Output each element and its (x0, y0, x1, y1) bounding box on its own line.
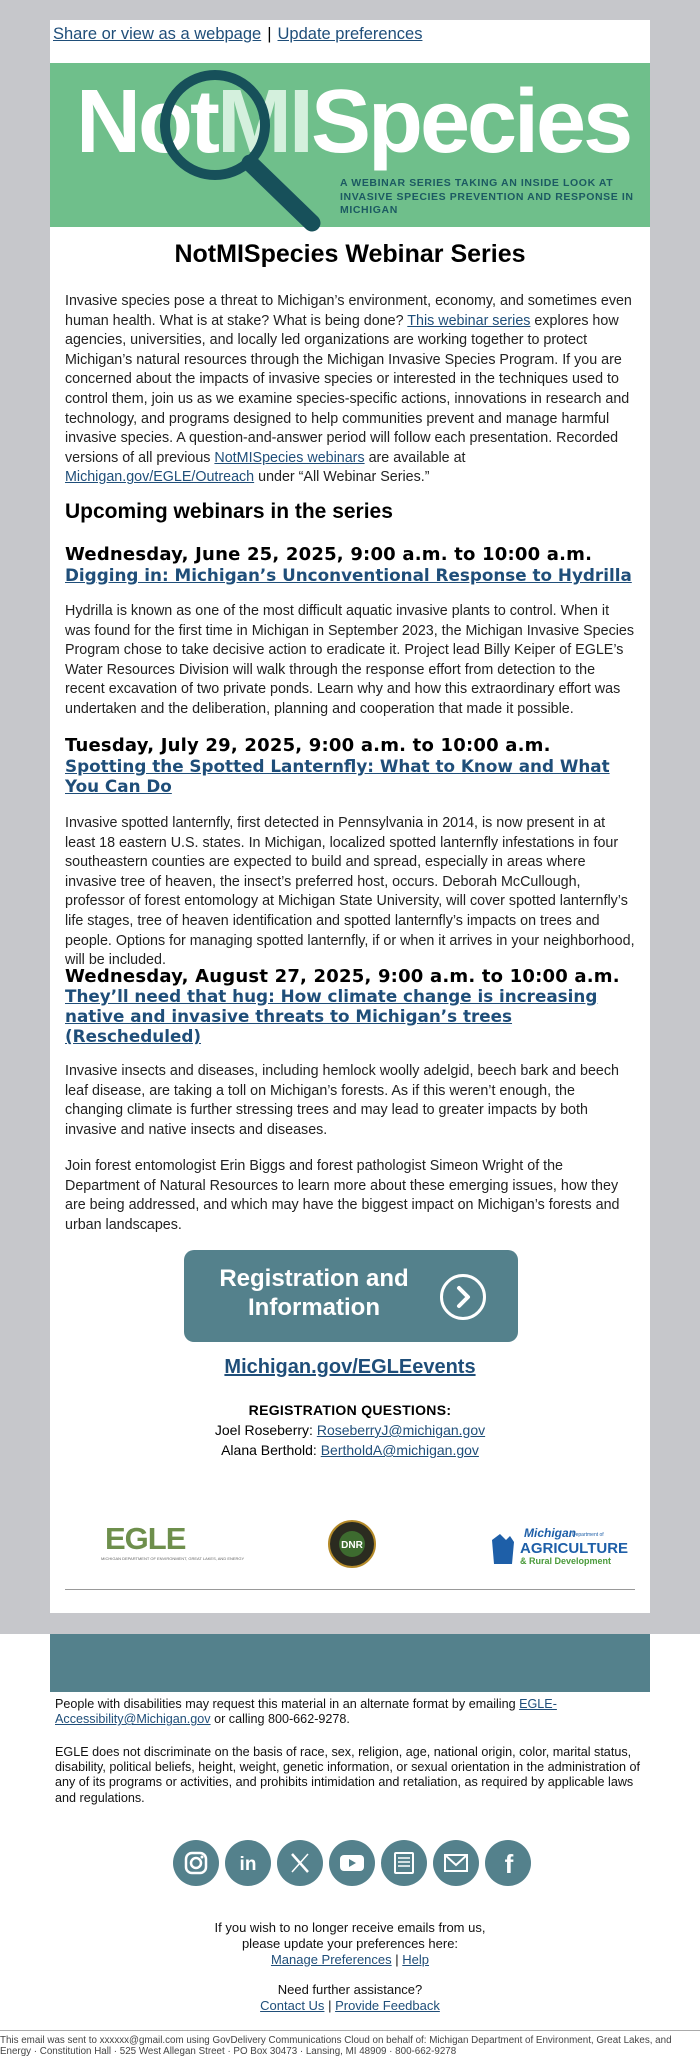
unsubscribe-line: If you wish to no longer receive emails from us, (214, 1920, 486, 1935)
provide-feedback-link[interactable]: Provide Feedback (335, 1998, 440, 2013)
youtube-icon[interactable] (329, 1840, 375, 1886)
egle-logo (101, 1518, 245, 1566)
svg-text:f: f (504, 1849, 514, 1879)
svg-text:in: in (239, 1854, 257, 1875)
linkedin-icon[interactable] (225, 1840, 271, 1886)
svg-text:Michigan: Michigan (524, 1526, 577, 1540)
webinar-date: Wednesday, June 25, 2025, 9:00 a.m. to 10:00 a.m. (65, 544, 593, 565)
upcoming-heading: Upcoming webinars in the series (65, 500, 393, 523)
instagram-icon[interactable] (173, 1840, 219, 1886)
manage-preferences-link[interactable]: Manage Preferences (270, 1952, 392, 1967)
update-preferences-link[interactable]: Update preferences (277, 25, 423, 43)
contact-us-link[interactable]: Contact Us (260, 1998, 325, 2013)
registration-questions-heading: REGISTRATION QUESTIONS: (248, 1402, 452, 1418)
svg-text:& Rural Development: & Rural Development (520, 1556, 612, 1566)
svg-text:Department of: Department of (572, 1532, 604, 1538)
footer-bar (50, 1634, 650, 1692)
webinar-title (65, 986, 645, 1046)
x-icon[interactable] (277, 1840, 323, 1886)
nondiscrimination-notice: EGLE does not discriminate on the basis of race, sex, religion, age, national origin, color, marital status, disability, political beliefs, height, weight, genetic information, or sexual orientation in the administration of any of its programs or activities, and prohibits intimidation and retaliation, as required by applicable laws and regulations. (55, 1745, 640, 1805)
accessibility-email-link[interactable]: EGLE-Accessibility@Michigan.gov (55, 1697, 557, 1727)
accessibility-notice: People with disabilities may request this material in an alternate format by emailing EGLE-Accessibility@Michigan.gov or calling 800-662-9278. (55, 1697, 557, 1727)
webinar-description: Invasive spotted lanternfly, first detected in Pennsylvania in 2014, is now present in at least 18 eastern U.S. states. In Michigan, localized spotted lanternfly infestations in four southeastern counties are expected to build and spread, especially in areas where invasive tree of heaven, the insect’s preferred host, occurs. Deborah McCullough, professor of forest entomology at Michigan State University, will cover spotted lanternfly’s life stages, tree of heaven identification and spotted lanternfly’s impacts on trees and people. Options for managing spotted lanternfly, if or when it arrives in your neighborhood, will be included. (65, 815, 635, 969)
egle-events-link[interactable]: Michigan.gov/EGLEevents (224, 1356, 476, 1378)
svg-text:EGLE: EGLE (105, 1521, 186, 1556)
top-links (53, 25, 422, 44)
outreach-link[interactable]: Michigan.gov/EGLE/Outreach (65, 469, 255, 486)
header-banner (50, 63, 650, 227)
webinar-description-extra: Join forest entomologist Erin Biggs and forest pathologist Simeon Wright of the Department of Natural Resources to learn more about these emerging issues, how they are being addressed, and which may have the biggest impact on Michigan’s forests and urban landscapes. (65, 1158, 620, 1233)
email-icon[interactable] (433, 1840, 479, 1886)
webinar-title (65, 756, 645, 796)
facebook-icon[interactable] (485, 1840, 531, 1886)
banner-logo: NotMISpecies (76, 72, 631, 172)
registration-button[interactable] (184, 1250, 518, 1342)
contact-line: Joel Roseberry: RoseberryJ@michigan.gov (214, 1422, 486, 1438)
registration-link-wrap (50, 1356, 650, 1379)
newsletter-icon[interactable] (381, 1840, 427, 1886)
assistance-line: Need further assistance? (277, 1982, 423, 1997)
help-link[interactable]: Help (402, 1952, 430, 1967)
registration-questions (50, 1400, 650, 1460)
webinar-description: Hydrilla is known as one of the most difficult aquatic invasive plants to control. When it was found for the first time in Michigan in September 2023, the Michigan Invasive Species Program chose to take decisive action to eradicate it. Project lead Billy Keiper of EGLE’s Water Resources Division will walk through the response effort from detection to the recent excavation of two private ponds. Learn why and how this extraordinary effort was undertaken and the deliberation, planning and cooperation that made it possible. (65, 603, 634, 717)
chevron-right-icon (440, 1274, 486, 1320)
contact-email-link[interactable]: RoseberryJ@michigan.gov (316, 1422, 486, 1438)
link-separator: | (267, 25, 272, 43)
divider (65, 1589, 635, 1590)
fineprint: This email was sent to xxxxxx@gmail.com using GovDelivery Communications Cloud on behalf of: Michigan Department of Environment, Great Lakes, and Energy · Constitution Hall · 525 West Allegan Street · PO Box 30473 · Lansing, MI 48909 · 800-662-9278 (0, 2035, 672, 2057)
unsubscribe-line: please update your preferences here: (241, 1936, 459, 1951)
webinar-title (65, 565, 645, 585)
svg-text:DNR: DNR (341, 1540, 363, 1551)
registration-button-label: Registration and Information (219, 1265, 409, 1321)
intro-paragraph: Invasive species pose a threat to Michigan’s environment, economy, and sometimes even human health. What is at stake? What is being done? This webinar series explores how agencies, universities, and locally led organizations are working together to protect Michigan’s natural resources through the Michigan Invasive Species Program. If you are concerned about the impacts of invasive species or interested in the techniques used to control them, join us as we examine species-specific actions, innovations in research and technology, and programs designed to help communities prevent and manage harmful invasive species. A question-and-answer period will follow each presentation. Recorded versions of all previous NotMISpecies webinars are available at Michigan.gov/EGLE/Outreach under “All Webinar Series.” (65, 293, 632, 486)
divider (0, 2030, 700, 2031)
webinar-date: Wednesday, August 27, 2025, 9:00 a.m. to 10:00 a.m. (65, 966, 620, 987)
preferences-links: Manage Preferences | Help (270, 1952, 430, 1967)
contact-email-link[interactable]: BertholdA@michigan.gov (320, 1442, 479, 1458)
svg-text:AGRICULTURE: AGRICULTURE (520, 1540, 629, 1557)
contact-links: Contact Us | Provide Feedback (260, 1998, 440, 2013)
webinar-title-link[interactable]: Spotting the Spotted Lanternfly: What to Know and What You Can Do (65, 756, 610, 796)
banner-tagline: A WEBINAR SERIES TAKING AN INSIDE LOOK AT INVASIVE SPECIES PREVENTION AND RESPONSE IN MICHIGAN (340, 177, 634, 217)
svg-text:MICHIGAN DEPARTMENT OF ENVIRON: MICHIGAN DEPARTMENT OF ENVIRONMENT, GREAT LAKES, AND ENERGY (101, 1556, 245, 1561)
dnr-logo (328, 1520, 376, 1568)
mda-logo (488, 1524, 629, 1568)
share-link[interactable]: Share or view as a webpage (53, 25, 262, 43)
webinar-series-link[interactable]: This webinar series (407, 312, 531, 329)
page-title: NotMISpecies Webinar Series (174, 240, 526, 268)
contact-line: Alana Berthold: BertholdA@michigan.gov (221, 1442, 479, 1458)
webinar-title-link[interactable]: Digging in: Michigan’s Unconventional Response to Hydrilla (65, 565, 632, 585)
webinar-description: Invasive insects and diseases, including hemlock woolly adelgid, beech bark and beech leaf disease, are taking a toll on Michigan’s forests. As if this weren’t enough, the changing climate is further stressing trees and may lead to greater impacts by both invasive and native insects and diseases. (65, 1063, 619, 1138)
webinar-title-link[interactable]: They’ll need that hug: How climate change is increasing native and invasive threats to Michigan’s trees (Rescheduled) (65, 986, 598, 1046)
previous-webinars-link[interactable]: NotMISpecies webinars (214, 449, 365, 466)
webinar-date: Tuesday, July 29, 2025, 9:00 a.m. to 10:00 a.m. (65, 735, 551, 756)
